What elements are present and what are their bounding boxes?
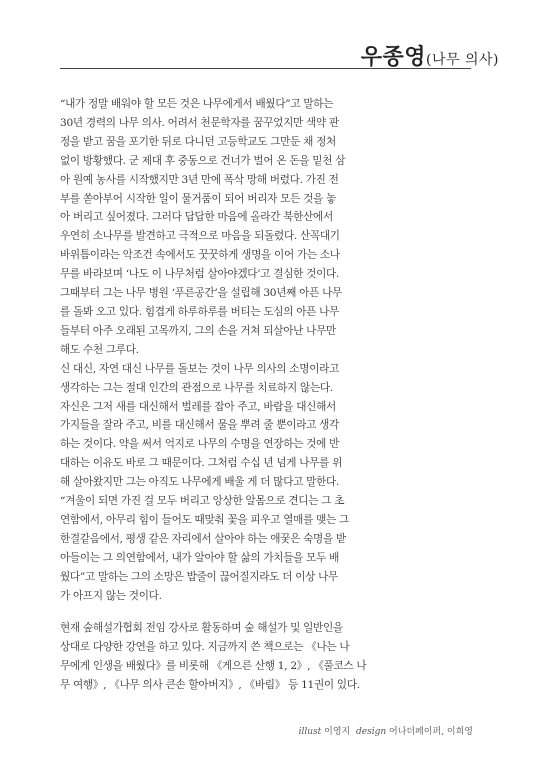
text-line: 해 살아왔지만 그는 아직도 나무에게 배울 게 더 많다고 말한다.	[60, 476, 340, 489]
text-line: 대하는 이유도 바로 그 때문이다. 그처럼 수십 년 넘게 나무를 위	[60, 457, 343, 470]
text-line: 없이 방황했다. 군 제대 후 중동으로 건너가 벌어 온 돈을 밑천 삼	[60, 154, 346, 167]
text-line: 우연히 소나무를 발견하고 극적으로 마음을 되돌렸다. 산꼭대기	[60, 230, 340, 243]
text-line: 아 버리고 싶어졌다. 그러다 답답한 마음에 올라간 북한산에서	[60, 211, 333, 224]
text-line: 신 대신, 자연 대신 나무를 돌보는 것이 나무 의사의 소명이라고	[60, 362, 340, 375]
text-line: 연함에서, 아무리 힘이 들어도 때맞춰 꽃을 피우고 열매를 맺는 그	[60, 513, 349, 526]
text-line: 30년 경력의 나무 의사. 어려서 천문학자를 꿈꾸었지만 색약 판	[60, 116, 339, 129]
text-line: 자신은 그저 새를 대신해서 벌레를 잡아 주고, 바람을 대신해서	[60, 400, 336, 413]
text-line: 한결같음에서, 평생 같은 자리에서 살아야 하는 애꿎은 숙명을 받	[60, 532, 346, 545]
design-label: design	[356, 727, 387, 737]
text-line: 바위틈이라는 악조건 속에서도 꿋꿋하게 생명을 이어 가는 소나	[60, 249, 340, 262]
text-line: “내가 정말 배워야 할 모든 것은 나무에게서 배웠다”고 말하는	[60, 98, 334, 110]
text-line: 해도 수천 그루다.	[60, 343, 139, 356]
text-line: 그때부터 그는 나무 병원 ‘푸른공간’을 설립해 30년째 아픈 나무	[60, 287, 342, 300]
text-line: 가 아프지 않는 것이다.	[60, 589, 162, 602]
bio-paragraph-2	[60, 619, 471, 695]
text-line: 상대로 다양한 강연을 하고 있다. 지금까지 쓴 책으로는 《나는 나	[60, 641, 350, 654]
text-line: 가지들을 잘라 주고, 비를 대신해서 물을 뿌려 줄 뿐이라고 생각	[60, 419, 340, 432]
bio-paragraph-1	[60, 95, 471, 605]
credits	[299, 724, 473, 737]
author-name: 우종영	[360, 44, 427, 70]
page-title	[361, 40, 499, 71]
text-line: 정을 받고 꿈을 포기한 뒤로 다니던 고등학교도 그만둔 채 정처	[60, 135, 336, 148]
text-line: 무에게 인생을 배웠다》를 비롯해 《게으른 산행 1, 2》, 《풀코스 나	[60, 660, 367, 673]
text-line: 무 여행》, 《나무 의사 큰손 할아버지》, 《바림》 등 11권이 있다.	[60, 679, 360, 692]
title-divider	[60, 68, 471, 69]
text-line: 들부터 아주 오래된 고목까지, 그의 손을 거쳐 되살아난 나무만	[60, 324, 336, 337]
text-line: 생각하는 그는 절대 인간의 관점으로 나무를 치료하지 않는다.	[60, 381, 333, 394]
author-bio	[60, 95, 471, 695]
text-line: 하는 것이다. 약을 써서 억지로 나무의 수명을 연장하는 것에 반	[60, 438, 340, 451]
author-role: (나무 의사)	[426, 52, 499, 68]
text-line: 현재 숲해설가협회 전임 강사로 활동하며 숲 해설가 및 일반인을	[60, 622, 343, 635]
design-name: 어나더페이퍼, 이희영	[389, 727, 473, 737]
paragraph-gap	[60, 605, 471, 619]
illust-label: illust	[298, 727, 322, 737]
text-line: 웠다”고 말하는 그의 소망은 밥줄이 끊어질지라도 더 이상 나무	[60, 570, 338, 583]
illust-name: 이영지	[324, 727, 351, 737]
text-line: “겨울이 되면 가진 걸 모두 버리고 앙상한 알몸으로 견디는 그 초	[60, 495, 345, 508]
text-line: 무를 바라보며 ‘나도 이 나무처럼 살아야겠다’고 결심한 것이다.	[60, 268, 340, 281]
text-line: 부를 쏟아부어 시작한 일이 물거품이 되어 버리자 모든 것을 놓	[60, 192, 336, 205]
text-line: 아 원예 농사를 시작했지만 3년 만에 폭삭 망해 버렸다. 가진 전	[60, 173, 339, 186]
text-line: 를 돌봐 오고 있다. 힘겹게 하루하루를 버티는 도심의 아픈 나무	[60, 305, 340, 318]
text-line: 아들이는 그 의연함에서, 내가 알아야 할 삶의 가치들을 모두 배	[60, 551, 340, 564]
